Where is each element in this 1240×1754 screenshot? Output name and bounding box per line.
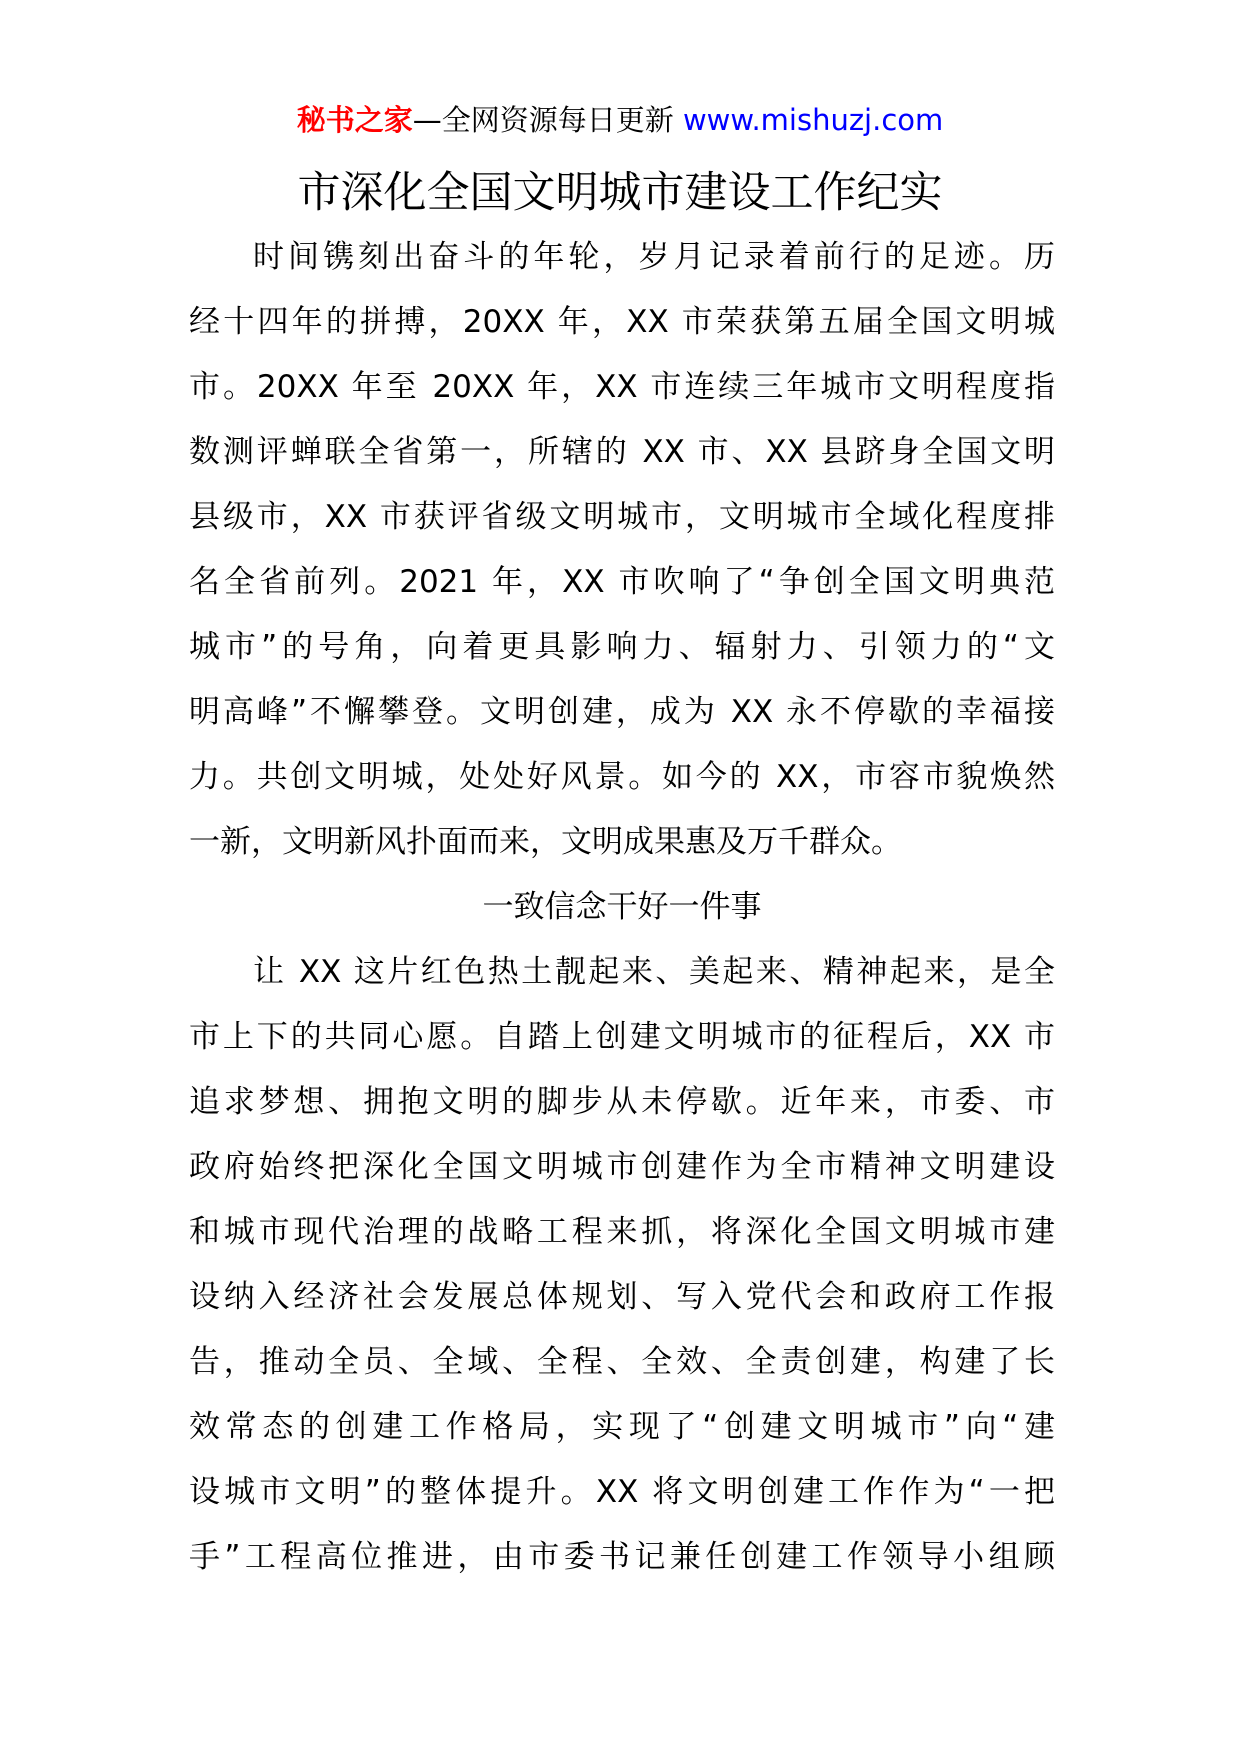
paragraph-line: 市上下的共同心愿。自踏上创建文明城市的征程后，XX 市: [189, 1019, 1055, 1055]
paragraph-line: 设纳入经济社会发展总体规划、写入党代会和政府工作报: [189, 1279, 1055, 1315]
paragraph-line: 名全省前列。2021 年，XX 市吹响了“争创全国文明典范: [189, 564, 1055, 600]
paragraph-line: 县级市，XX 市获评省级文明城市，文明城市全域化程度排: [189, 499, 1055, 535]
paragraph-line: 和城市现代治理的战略工程来抓，将深化全国文明城市建: [189, 1214, 1055, 1250]
document-title: 市深化全国文明城市建设工作纪实: [297, 168, 943, 218]
paragraph-line: 让 XX 这片红色热土靓起来、美起来、精神起来，是全: [253, 954, 1055, 990]
paragraph-line: 效常态的创建工作格局，实现了“创建文明城市”向“建: [189, 1409, 1055, 1445]
paragraph-line: 一新，文明新风扑面而来，文明成果惠及万千群众。: [189, 824, 902, 860]
website-link[interactable]: www.mishuzj.com: [682, 103, 944, 137]
brand-name: 秘书之家: [296, 103, 413, 137]
section-heading: 一致信念干好一件事: [482, 889, 762, 925]
paragraph-line: 市。20XX 年至 20XX 年，XX 市连续三年城市文明程度指: [189, 369, 1055, 405]
paragraph-line: 设城市文明”的整体提升。XX 将文明创建工作作为“一把: [189, 1474, 1055, 1510]
paragraph-line: 政府始终把深化全国文明城市创建作为全市精神文明建设: [189, 1149, 1055, 1185]
paragraph-line: 时间镌刻出奋斗的年轮，岁月记录着前行的足迹。历: [253, 239, 1055, 275]
paragraph-line: 手”工程高位推进，由市委书记兼任创建工作领导小组顾: [189, 1539, 1055, 1575]
paragraph-line: 力。共创文明城，处处好风景。如今的 XX，市容市貌焕然: [189, 759, 1055, 795]
header-tagline: —全网资源每日更新: [412, 103, 674, 137]
paragraph-line: 告，推动全员、全域、全程、全效、全责创建，构建了长: [189, 1344, 1055, 1380]
paragraph-line: 数测评蝉联全省第一，所辖的 XX 市、XX 县跻身全国文明: [189, 434, 1055, 470]
paragraph-line: 追求梦想、拥抱文明的脚步从未停歇。近年来，市委、市: [189, 1084, 1055, 1120]
paragraph-line: 城市”的号角，向着更具影响力、辐射力、引领力的“文: [189, 629, 1055, 665]
document-body: [189, 225, 1055, 1590]
page-header: [0, 100, 1240, 140]
paragraph-line: 明高峰”不懈攀登。文明创建，成为 XX 永不停歇的幸福接: [189, 694, 1055, 730]
paragraph-line: 经十四年的拼搏，20XX 年，XX 市荣获第五届全国文明城: [189, 304, 1055, 340]
